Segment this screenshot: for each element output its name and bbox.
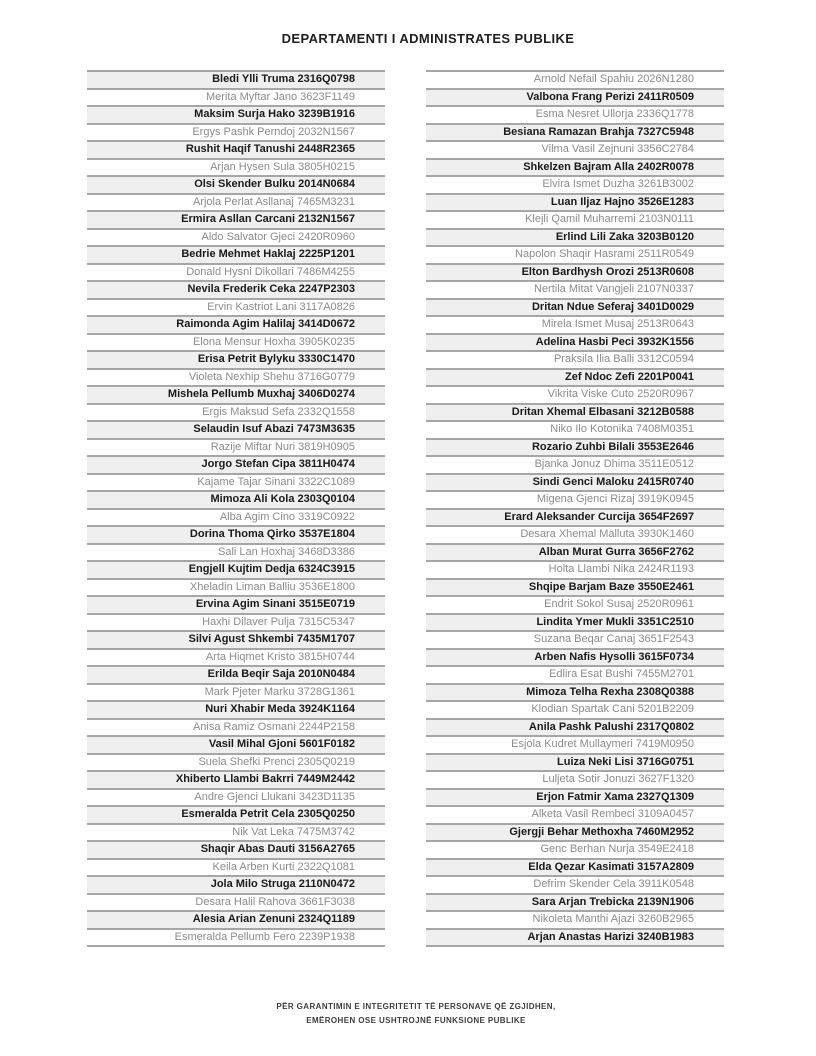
list-item: Esmeralda Pellumb Fero 2239P1938: [87, 930, 385, 948]
list-item: Endrit Sokol Susaj 2520R0961: [426, 597, 724, 615]
list-item: Niko Ilo Kotonika 7408M0351: [426, 422, 724, 440]
list-item: Olsi Skender Bulku 2014N0684: [87, 177, 385, 195]
list-item: Adelina Hasbi Peci 3932K1556: [426, 335, 724, 353]
list-item: Desara Halil Rahova 3661F3038: [87, 895, 385, 913]
list-item: Jorgo Stefan Cipa 3811H0474: [87, 457, 385, 475]
footer-note-line-2: EMËROHEN OSE USHTROJNË FUNKSIONE PUBLIKE: [306, 1016, 526, 1025]
list-item: Mishela Pellumb Muxhaj 3406D0274: [87, 387, 385, 405]
roster-column-right: [426, 70, 724, 947]
list-item: Shqipe Barjam Baze 3550E2461: [426, 580, 724, 598]
list-item: Nikoleta Manthi Ajazi 3260B2965: [426, 912, 724, 930]
list-item: Desara Xhemal Malluta 3930K1460: [426, 527, 724, 545]
list-item: Razije Miftar Nuri 3819H0905: [87, 440, 385, 458]
list-item: Ergis Maksud Sefa 2332Q1558: [87, 405, 385, 423]
list-item: Alketa Vasil Rembeci 3109A0457: [426, 807, 724, 825]
list-item: Dritan Ndue Seferaj 3401D0029: [426, 300, 724, 318]
list-item: Maksim Surja Hako 3239B1916: [87, 107, 385, 125]
list-item: Jola Milo Struga 2110N0472: [87, 877, 385, 895]
list-item: Anisa Ramiz Osmani 2244P2158: [87, 720, 385, 738]
list-item: Elton Bardhysh Orozi 2513R0608: [426, 265, 724, 283]
list-item: Esjola Kudret Mullaymeri 7419M0950: [426, 737, 724, 755]
list-item: Esma Nesret Ullorja 2336Q1778: [426, 107, 724, 125]
list-item: Anila Pashk Palushi 2317Q0802: [426, 720, 724, 738]
footer-note-line-1: PËR GARANTIMIN E INTEGRITETIT TË PERSONAVE QË ZGJIDHEN,: [276, 1002, 556, 1011]
list-item: Silvi Agust Shkembi 7435M1707: [87, 632, 385, 650]
list-item: Edlira Esat Bushi 7455M2701: [426, 667, 724, 685]
list-item: Keila Arben Kurti 2322Q1081: [87, 860, 385, 878]
list-item: Elvira Ismet Duzha 3261B3002: [426, 177, 724, 195]
list-item: Donald Hysni Dikollari 7486M4255: [87, 265, 385, 283]
list-item: Zef Ndoc Zefi 2201P0041: [426, 370, 724, 388]
list-item: Dritan Xhemal Elbasani 3212B0588: [426, 405, 724, 423]
list-item: Xhiberto Llambi Bakrri 7449M2442: [87, 772, 385, 790]
list-item: Mimoza Telha Rexha 2308Q0388: [426, 685, 724, 703]
list-item: Sali Lan Hoxhaj 3468D3386: [87, 545, 385, 563]
list-item: Gjergji Behar Methoxha 7460M2952: [426, 825, 724, 843]
list-item: Arjola Perlat Asllanaj 7465M3231: [87, 195, 385, 213]
list-item: Nevila Frederik Ceka 2247P2303: [87, 282, 385, 300]
list-item: Bedrie Mehmet Haklaj 2225P1201: [87, 247, 385, 265]
list-item: Bjanka Jonuz Dhima 3511E0512: [426, 457, 724, 475]
list-item: Xheladin Liman Balliu 3536E1800: [87, 580, 385, 598]
list-item: Sara Arjan Trebicka 2139N1906: [426, 895, 724, 913]
list-item: Selaudin Isuf Abazi 7473M3635: [87, 422, 385, 440]
list-item: Suzana Beqar Canaj 3651F2543: [426, 632, 724, 650]
list-item: Nertila Mitat Vangjeli 2107N0337: [426, 282, 724, 300]
list-item: Nuri Xhabir Meda 3924K1164: [87, 702, 385, 720]
list-item: Arta Hiqmet Kristo 3815H0744: [87, 650, 385, 668]
list-item: Luljeta Sotir Jonuzi 3627F1320: [426, 772, 724, 790]
list-item: Mirela Ismet Musaj 2513R0643: [426, 317, 724, 335]
list-item: Erard Aleksander Curcija 3654F2697: [426, 510, 724, 528]
footer-note: [276, 1000, 555, 1028]
list-item: Engjell Kujtim Dedja 6324C3915: [87, 562, 385, 580]
list-item: Klejli Qamil Muharremi 2103N0111: [426, 212, 724, 230]
list-item: Raimonda Agim Halilaj 3414D0672: [87, 317, 385, 335]
list-item: Holta Llambi Nika 2424R1193: [426, 562, 724, 580]
list-item: Alesia Arian Zenuni 2324Q1189: [87, 912, 385, 930]
list-item: Rushit Haqif Tanushi 2448R2365: [87, 142, 385, 160]
list-item: Vasil Mihal Gjoni 5601F0182: [87, 737, 385, 755]
list-item: Arjan Anastas Harizi 3240B1983: [426, 930, 724, 948]
list-item: Elda Qezar Kasimati 3157A2809: [426, 860, 724, 878]
list-item: Mark Pjeter Marku 3728G1361: [87, 685, 385, 703]
list-item: Valbona Frang Perizi 2411R0509: [426, 90, 724, 108]
list-item: Kajame Tajar Sinani 3322C1089: [87, 475, 385, 493]
list-item: Defrim Skender Cela 3911K0548: [426, 877, 724, 895]
list-item: Shkelzen Bajram Alla 2402R0078: [426, 160, 724, 178]
list-item: Andre Gjenci Llukani 3423D1135: [87, 790, 385, 808]
list-item: Arnold Nefail Spahiu 2026N1280: [426, 72, 724, 90]
list-item: Merita Myftar Jano 3623F1149: [87, 90, 385, 108]
list-item: Erilda Beqir Saja 2010N0484: [87, 667, 385, 685]
list-item: Elona Mensur Hoxha 3905K0235: [87, 335, 385, 353]
list-item: Vikrita Viske Cuto 2520R0967: [426, 387, 724, 405]
list-item: Suela Shefki Prenci 2305Q0219: [87, 755, 385, 773]
list-item: Ervina Agim Sinani 3515E0719: [87, 597, 385, 615]
list-item: Rozario Zuhbi Bilali 3553E2646: [426, 440, 724, 458]
list-item: Vilma Vasil Zejnuni 3356C2784: [426, 142, 724, 160]
list-item: Arjan Hysen Sula 3805H0215: [87, 160, 385, 178]
list-item: Ervin Kastriot Lani 3117A0826: [87, 300, 385, 318]
list-item: Sindi Genci Maloku 2415R0740: [426, 475, 724, 493]
list-item: Praksila Ilia Balli 3312C0594: [426, 352, 724, 370]
list-item: Erisa Petrit Bylyku 3330C1470: [87, 352, 385, 370]
list-item: Esmeralda Petrit Cela 2305Q0250: [87, 807, 385, 825]
list-item: Luiza Neki Lisi 3716G0751: [426, 755, 724, 773]
list-item: Bledi Ylli Truma 2316Q0798: [87, 72, 385, 90]
list-item: Aldo Salvator Gjeci 2420R0960: [87, 230, 385, 248]
list-item: Besiana Ramazan Brahja 7327C5948: [426, 125, 724, 143]
list-item: Dorina Thoma Qirko 3537E1804: [87, 527, 385, 545]
list-item: Genc Berhan Nurja 3549E2418: [426, 842, 724, 860]
roster-column-left: [87, 70, 385, 947]
list-item: Erjon Fatmir Xama 2327Q1309: [426, 790, 724, 808]
list-item: Lindita Ymer Mukli 3351C2510: [426, 615, 724, 633]
list-item: Shaqir Abas Dauti 3156A2765: [87, 842, 385, 860]
list-item: Arben Nafis Hysolli 3615F0734: [426, 650, 724, 668]
page-title: DEPARTAMENTI I ADMINISTRATES PUBLIKE: [281, 31, 575, 46]
list-item: Haxhi Dilaver Pulja 7315C5347: [87, 615, 385, 633]
list-item: Mimoza Ali Kola 2303Q0104: [87, 492, 385, 510]
list-item: Luan Iljaz Hajno 3526E1283: [426, 195, 724, 213]
list-item: Erlind Lili Zaka 3203B0120: [426, 230, 724, 248]
list-item: Violeta Nexhip Shehu 3716G0779: [87, 370, 385, 388]
list-item: Alban Murat Gurra 3656F2762: [426, 545, 724, 563]
list-item: Ergys Pashk Perndoj 2032N1567: [87, 125, 385, 143]
list-item: Migena Gjenci Rizaj 3919K0945: [426, 492, 724, 510]
list-item: Ermira Asllan Carcani 2132N1567: [87, 212, 385, 230]
list-item: Alba Agim Cino 3319C0922: [87, 510, 385, 528]
list-item: Nik Vat Leka 7475M3742: [87, 825, 385, 843]
list-item: Klodian Spartak Cani 5201B2209: [426, 702, 724, 720]
list-item: Napolon Shaqir Hasrami 2511R0549: [426, 247, 724, 265]
